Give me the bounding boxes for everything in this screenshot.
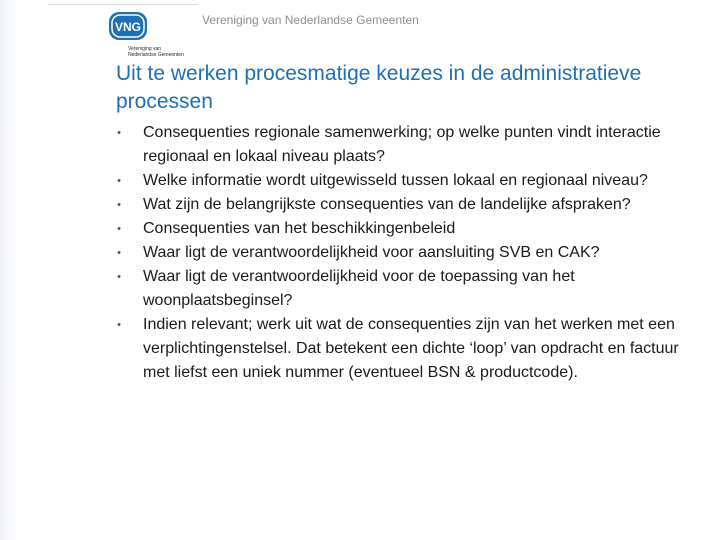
bullet-marker: • (117, 247, 121, 259)
header-divider (48, 4, 198, 5)
bullet-text: Waar ligt de verantwoordelijkheid voor aansluiting SVB en CAK? (143, 244, 600, 261)
logo-subtext-line-1: Vereniging van (128, 46, 162, 52)
bullet-text: Waar ligt de verantwoordelijkheid voor de toepassing van het woonplaatsbeginsel? (143, 268, 575, 309)
logo-subtext (128, 46, 184, 58)
slide-title: Uit te werken procesmatige keuzes in de administratieve processen (116, 62, 642, 113)
vng-logo-mark (108, 10, 148, 44)
bullet-item (114, 313, 684, 385)
bullet-text: Wat zijn de belangrijkste consequenties van de landelijke afspraken? (143, 196, 631, 213)
left-edge-bar (0, 0, 18, 540)
bullet-text: Consequenties regionale samenwerking; op welke punten vindt interactie regionaal en lokaal niveau plaats? (143, 124, 661, 165)
vng-logo (108, 10, 198, 58)
bullet-item (114, 121, 684, 169)
bullet-item (114, 241, 684, 265)
vng-logo-text: VNG (114, 20, 142, 34)
bullet-item (114, 193, 684, 217)
logo-subtext-line-2: Nederlandse Gemeenten (128, 52, 184, 58)
bullet-list (114, 121, 684, 385)
bullet-text: Consequenties van het beschikkingenbeleid (143, 220, 456, 237)
bullet-marker: • (117, 319, 121, 331)
bullet-item (114, 265, 684, 313)
bullet-text: Welke informatie wordt uitgewisseld tussen lokaal en regionaal niveau? (143, 172, 648, 189)
bullet-item (114, 217, 684, 241)
bullet-marker: • (117, 223, 121, 235)
bullet-marker: • (117, 271, 121, 283)
bullet-marker: • (117, 175, 121, 187)
bullet-marker: • (117, 127, 121, 139)
bullet-marker: • (117, 199, 121, 211)
bullet-text: Indien relevant; werk uit wat de consequenties zijn van het werken met een verplichtingenstelsel. Dat betekent een dichte ‘loop’ van opdracht en factuur met liefst een uniek nummer (eventueel BSN & productcode). (143, 316, 679, 381)
bullet-item (114, 169, 684, 193)
header-organization: Vereniging van Nederlandse Gemeenten (202, 13, 419, 27)
